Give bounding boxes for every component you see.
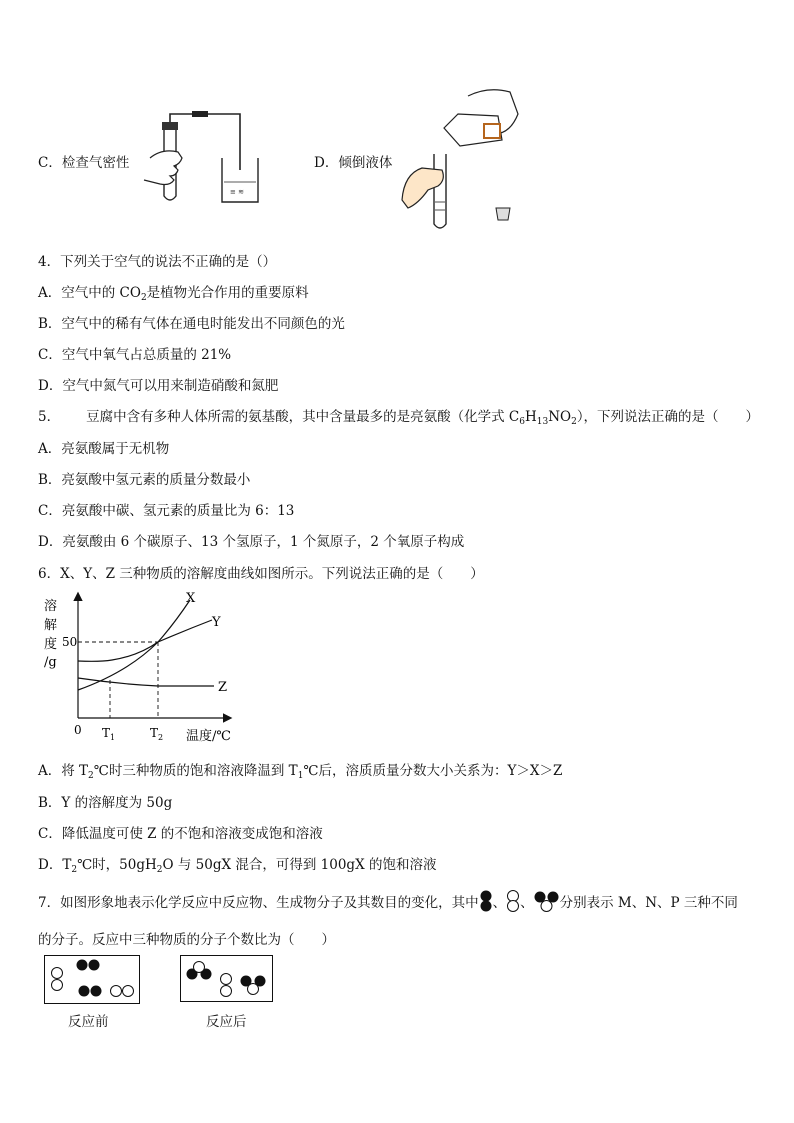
- q3-option-c: C．检查气密性: [38, 155, 130, 171]
- q6-option-c: C．降低温度可使 Z 的不饱和溶液变成饱和溶液: [38, 826, 323, 842]
- molecule-p-icon: [534, 889, 560, 913]
- q5-option-a: A．亮氨酸属于无机物: [38, 441, 170, 457]
- legend-y: Y: [212, 615, 221, 630]
- q5-stem: 5． 豆腐中含有多种人体所需的氨基酸，其中含量最多的是亮氨酸（化学式 $C_6H_{13}NO_2$），下列说法正确的是（ ）: [38, 409, 760, 427]
- origin-label: 0: [74, 723, 82, 737]
- q7-stem-line1: 7．如图形象地表示化学反应中反应物、生成物分子及其数目的变化，其中 、 、 分别表示 M、N、P 三种不同: [38, 889, 738, 913]
- q6-option-a: A．将 $T_2℃$时三种物质的饱和溶液降温到 $T_1℃$后，溶质质量分数大小关系为：Y＞X＞Z: [38, 763, 563, 781]
- ylabel-1: 溶: [44, 599, 58, 614]
- q4-option-a: A．空气中的 $CO_2$是植物光合作用的重要原料: [38, 285, 309, 303]
- q4-stem: 4．下列关于空气的说法不正确的是（）: [38, 254, 277, 270]
- q6-option-d: D．$T_2℃$时，$50gH_2O$ 与 50gX 混合，可得到 100gX 的饱和溶液: [38, 857, 437, 875]
- q5-option-d: D．亮氨酸由 6 个碳原子、13 个氢原子，1 个氮原子，2 个氧原子构成: [38, 534, 465, 550]
- solubility-chart: [38, 588, 248, 748]
- xtick-t2: $T_2$: [150, 726, 164, 742]
- curve-x: [78, 600, 190, 690]
- ytick-50: 50: [62, 635, 78, 649]
- label-before: 反应前: [68, 1014, 109, 1030]
- q3-option-d: D．倾倒液体: [314, 155, 393, 171]
- q7-stem-line2: 的分子。反应中三种物质的分子个数比为（ ）: [38, 932, 335, 948]
- bottle-stopper: [496, 208, 510, 220]
- xtick-t1: $T_1$: [102, 726, 116, 742]
- legend-x: X: [186, 591, 196, 606]
- q5-option-b: B．亮氨酸中氢元素的质量分数最小: [38, 472, 251, 488]
- xlabel: 温度/℃: [186, 729, 231, 744]
- legend-z: Z: [218, 680, 228, 695]
- airtightness-check-illustration: [130, 108, 270, 208]
- curve-y: [78, 620, 212, 661]
- label-after: 反应后: [206, 1014, 247, 1030]
- q4-option-c: C．空气中氧气占总质量的 21%: [38, 347, 232, 363]
- rubber-tube: [192, 111, 208, 117]
- stopper: [162, 122, 178, 130]
- receiving-test-tube: [434, 154, 446, 228]
- q5-option-c: C．亮氨酸中碳、氢元素的质量比为 6：13: [38, 503, 295, 519]
- pouring-liquid-illustration: [398, 84, 533, 234]
- q4-option-d: D．空气中氮气可以用来制造硝酸和氮肥: [38, 378, 279, 394]
- ylabel-4: /g: [44, 655, 57, 670]
- q6-stem: 6．X、Y、Z 三种物质的溶解度曲线如图所示。下列说法正确的是（ ）: [38, 566, 484, 582]
- molecule-n-icon: [506, 889, 520, 913]
- reagent-bottle: [444, 114, 502, 146]
- q6-option-b: B．Y 的溶解度为 50g: [38, 795, 173, 811]
- ylabel-3: 度: [44, 637, 58, 652]
- reaction-before-box: [44, 955, 140, 1005]
- q4-option-b: B．空气中的稀有气体在通电时能发出不同颜色的光: [38, 316, 345, 332]
- molecule-m-icon: [479, 889, 493, 913]
- reaction-after-box: [180, 955, 276, 1005]
- ylabel-2: 解: [44, 618, 58, 633]
- svg-text:≡ ≋: ≡ ≋: [230, 188, 244, 196]
